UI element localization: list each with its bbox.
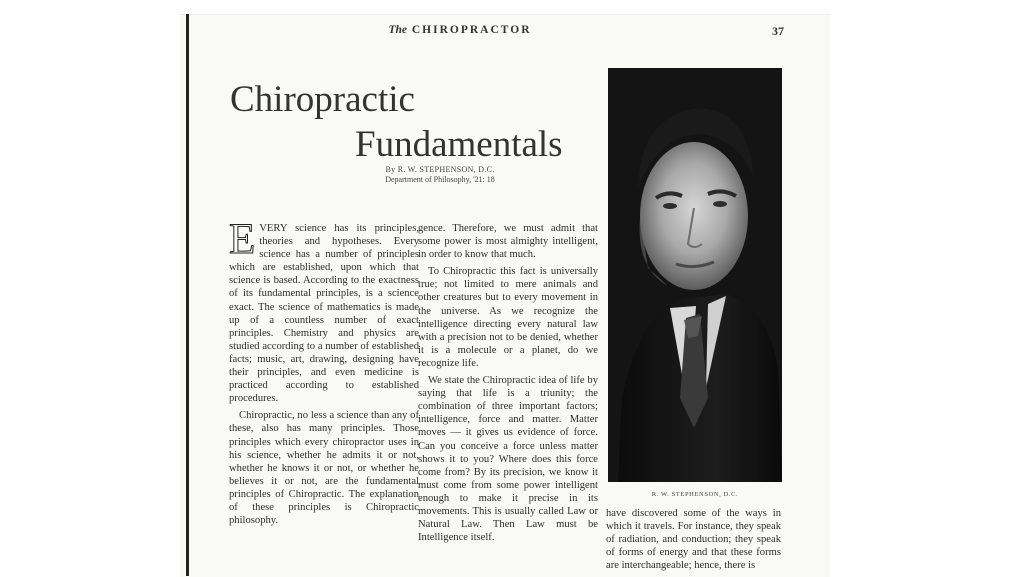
page-binding-edge — [186, 14, 189, 576]
article-title-line2: Fundamentals — [355, 124, 563, 165]
author-line: By R. W. STEPHENSON, D.C. — [385, 165, 495, 174]
photo-caption: R. W. STEPHENSON, D.C. — [651, 491, 739, 498]
page-number: 37 — [772, 24, 784, 38]
paragraph: We state the Chiropractic idea of life by saying that life is a triunity; the combination of three important factors; intelligence, force and matter. Matter moves — it gives us evidence of force. Can you conceive a force unless matter shows it to you? Where does this force come from? By its precision, we know it must come from some power intelligent enough to make it precise in its movements. This is usually called Law or Natural Law. Then Law must be Intelligence itself. — [418, 375, 598, 544]
drop-cap: E — [229, 216, 256, 263]
paragraph: have discovered some of the ways in which it travels. For instance, they speak of radiation, and conduction; they speak of forms of energy and that these forms are interchangeable; hence, there is — [606, 508, 781, 572]
column-1 — [229, 216, 419, 562]
running-header — [250, 24, 670, 36]
paragraph: gence. Therefore, we must admit that some power is most almighty intelligent, in order to know that much. — [418, 223, 598, 261]
byline — [330, 165, 550, 185]
portrait-illustration — [608, 68, 782, 482]
author-portrait-photo — [608, 68, 782, 482]
running-header-title: CHIROPRACTOR — [411, 24, 532, 36]
department-line: Department of Philosophy, '21: 18 — [385, 175, 495, 184]
running-header-article: The — [388, 24, 407, 36]
paragraph-opening — [229, 216, 419, 405]
article-title-line1: Chiropractic — [230, 79, 415, 120]
column-3 — [606, 507, 781, 572]
paragraph: To Chiropractic this fact is universally true; not limited to mere animals and other creatures but to every movement in the universe. As we recognize the intelligence directing every natural law with a precision not to be denied, whether it is a molecule or a planet, do we recognize life. — [418, 266, 598, 369]
paragraph-text: VERY science has its principles, theories and hypotheses. Every science has a number of principles which are established, upon which that science is based. According to the exactness of its fundamental principles, is a science exact. The science of mathematics is made up of a countless number of exact principles. Chemistry and physics are studied according to a number of established facts; music, art, drawing, designing have their principles, and even medicine is practiced according to established procedures. — [229, 223, 419, 405]
paragraph: Chiropractic, no less a science than any of these, also has many principles. Those principles which every chiropractor uses in his science, whether he admits it or not, whether he knows it or not, or whether he believes it or not, are the fundamental principles of Chiropractic. The explanation of these principles is Chiropractic philosophy. — [229, 410, 419, 527]
column-2 — [418, 222, 598, 562]
